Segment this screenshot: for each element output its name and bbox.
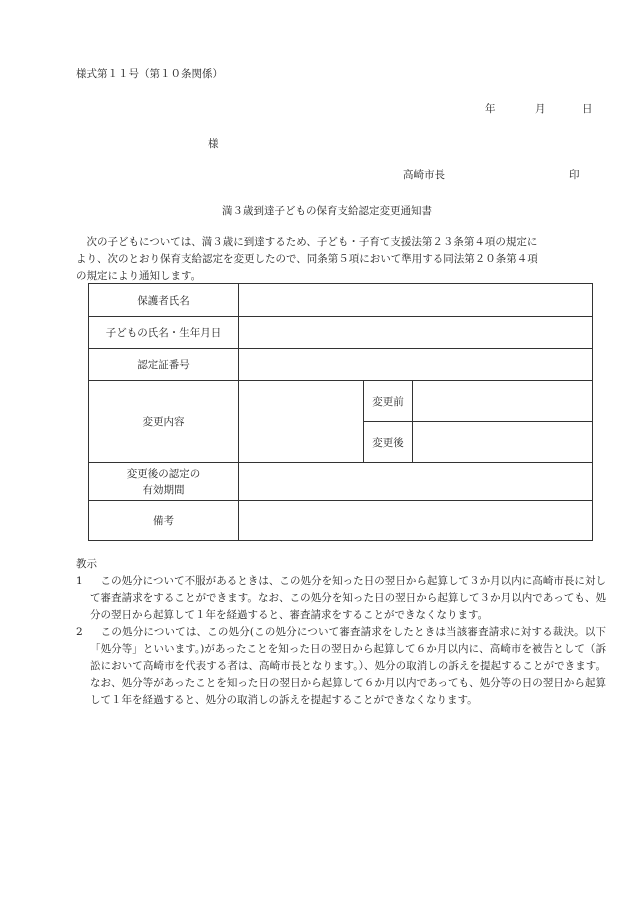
remarks-field[interactable] (239, 501, 593, 541)
before-label: 変更前 (364, 381, 413, 422)
guardian-name-label: 保護者氏名 (89, 284, 239, 317)
notice-heading: 教示 (76, 558, 97, 570)
valid-period-label (89, 463, 239, 501)
after-label: 変更後 (364, 422, 413, 463)
notice-item-text: この処分について不服があるときは、この処分を知った日の翌日から起算して３か月以内に高崎市長に対して審査請求をすることができます。なお、この処分を知った日の翌日から起算して３か月以内であっても、処分の翌日から起算して１年を経過すると、審査請求をすることができなくなります。 (90, 575, 606, 621)
date-day-label: 日 (582, 103, 593, 115)
change-details-field[interactable] (239, 381, 364, 463)
after-field[interactable] (413, 422, 593, 463)
certification-change-table (88, 283, 593, 541)
intro-line: より、次のとおり保育支給認定を変更したので、同条第５項において準用する同法第２０条第４項 (76, 253, 538, 265)
valid-period-field[interactable] (239, 463, 593, 501)
notice-item-text: この処分については、この処分(この処分について審査請求をしたときは当該審査請求に対する裁決。以下「処分等」といいます。)があったことを知った日の翌日から起算して６か月以内に、高崎市を被告として（訴訟において高崎市を代表する者は、高崎市長となります。）、処分の取消しの訴えを提起することができます。なお、処分等があったことを知った日の翌日から起算して６か月以内であっても、処分等の日の翌日から起算して１年を経過すると、処分の取消しの訴えを提起することができなくなります。 (90, 626, 606, 706)
remarks-label: 備考 (89, 501, 239, 541)
date-year-label: 年 (485, 103, 496, 115)
intro-paragraph (76, 234, 606, 285)
valid-period-line: 変更後の認定の (126, 467, 201, 480)
cert-number-field[interactable] (239, 349, 593, 381)
change-details-label: 変更内容 (89, 381, 239, 463)
appeal-notice (76, 556, 606, 709)
issuer-name: 高崎市長 (403, 169, 445, 181)
notice-item (76, 573, 606, 624)
guardian-name-field[interactable] (239, 284, 593, 317)
notice-item-number: 2 (76, 626, 83, 638)
document-title: 満３歳到達子どもの保育支給認定変更通知書 (222, 205, 432, 217)
issuer-seal: 印 (569, 169, 580, 181)
form-number: 様式第１１号（第１０条関係） (76, 68, 223, 80)
child-name-dob-field[interactable] (239, 317, 593, 349)
before-field[interactable] (413, 381, 593, 422)
child-name-dob-label: 子どもの氏名・生年月日 (89, 317, 239, 349)
date-month-label: 月 (535, 103, 546, 115)
addressee-suffix: 様 (208, 138, 219, 150)
notice-item-number: 1 (76, 575, 83, 587)
notice-item (76, 624, 606, 709)
intro-line: 次の子どもについては、満３歳に到達するため、子ども・子育て支援法第２３条第４項の規定に (76, 236, 538, 248)
cert-number-label: 認定証番号 (89, 349, 239, 381)
intro-line: の規定により通知します。 (76, 270, 202, 282)
valid-period-line: 有効期間 (142, 483, 185, 496)
